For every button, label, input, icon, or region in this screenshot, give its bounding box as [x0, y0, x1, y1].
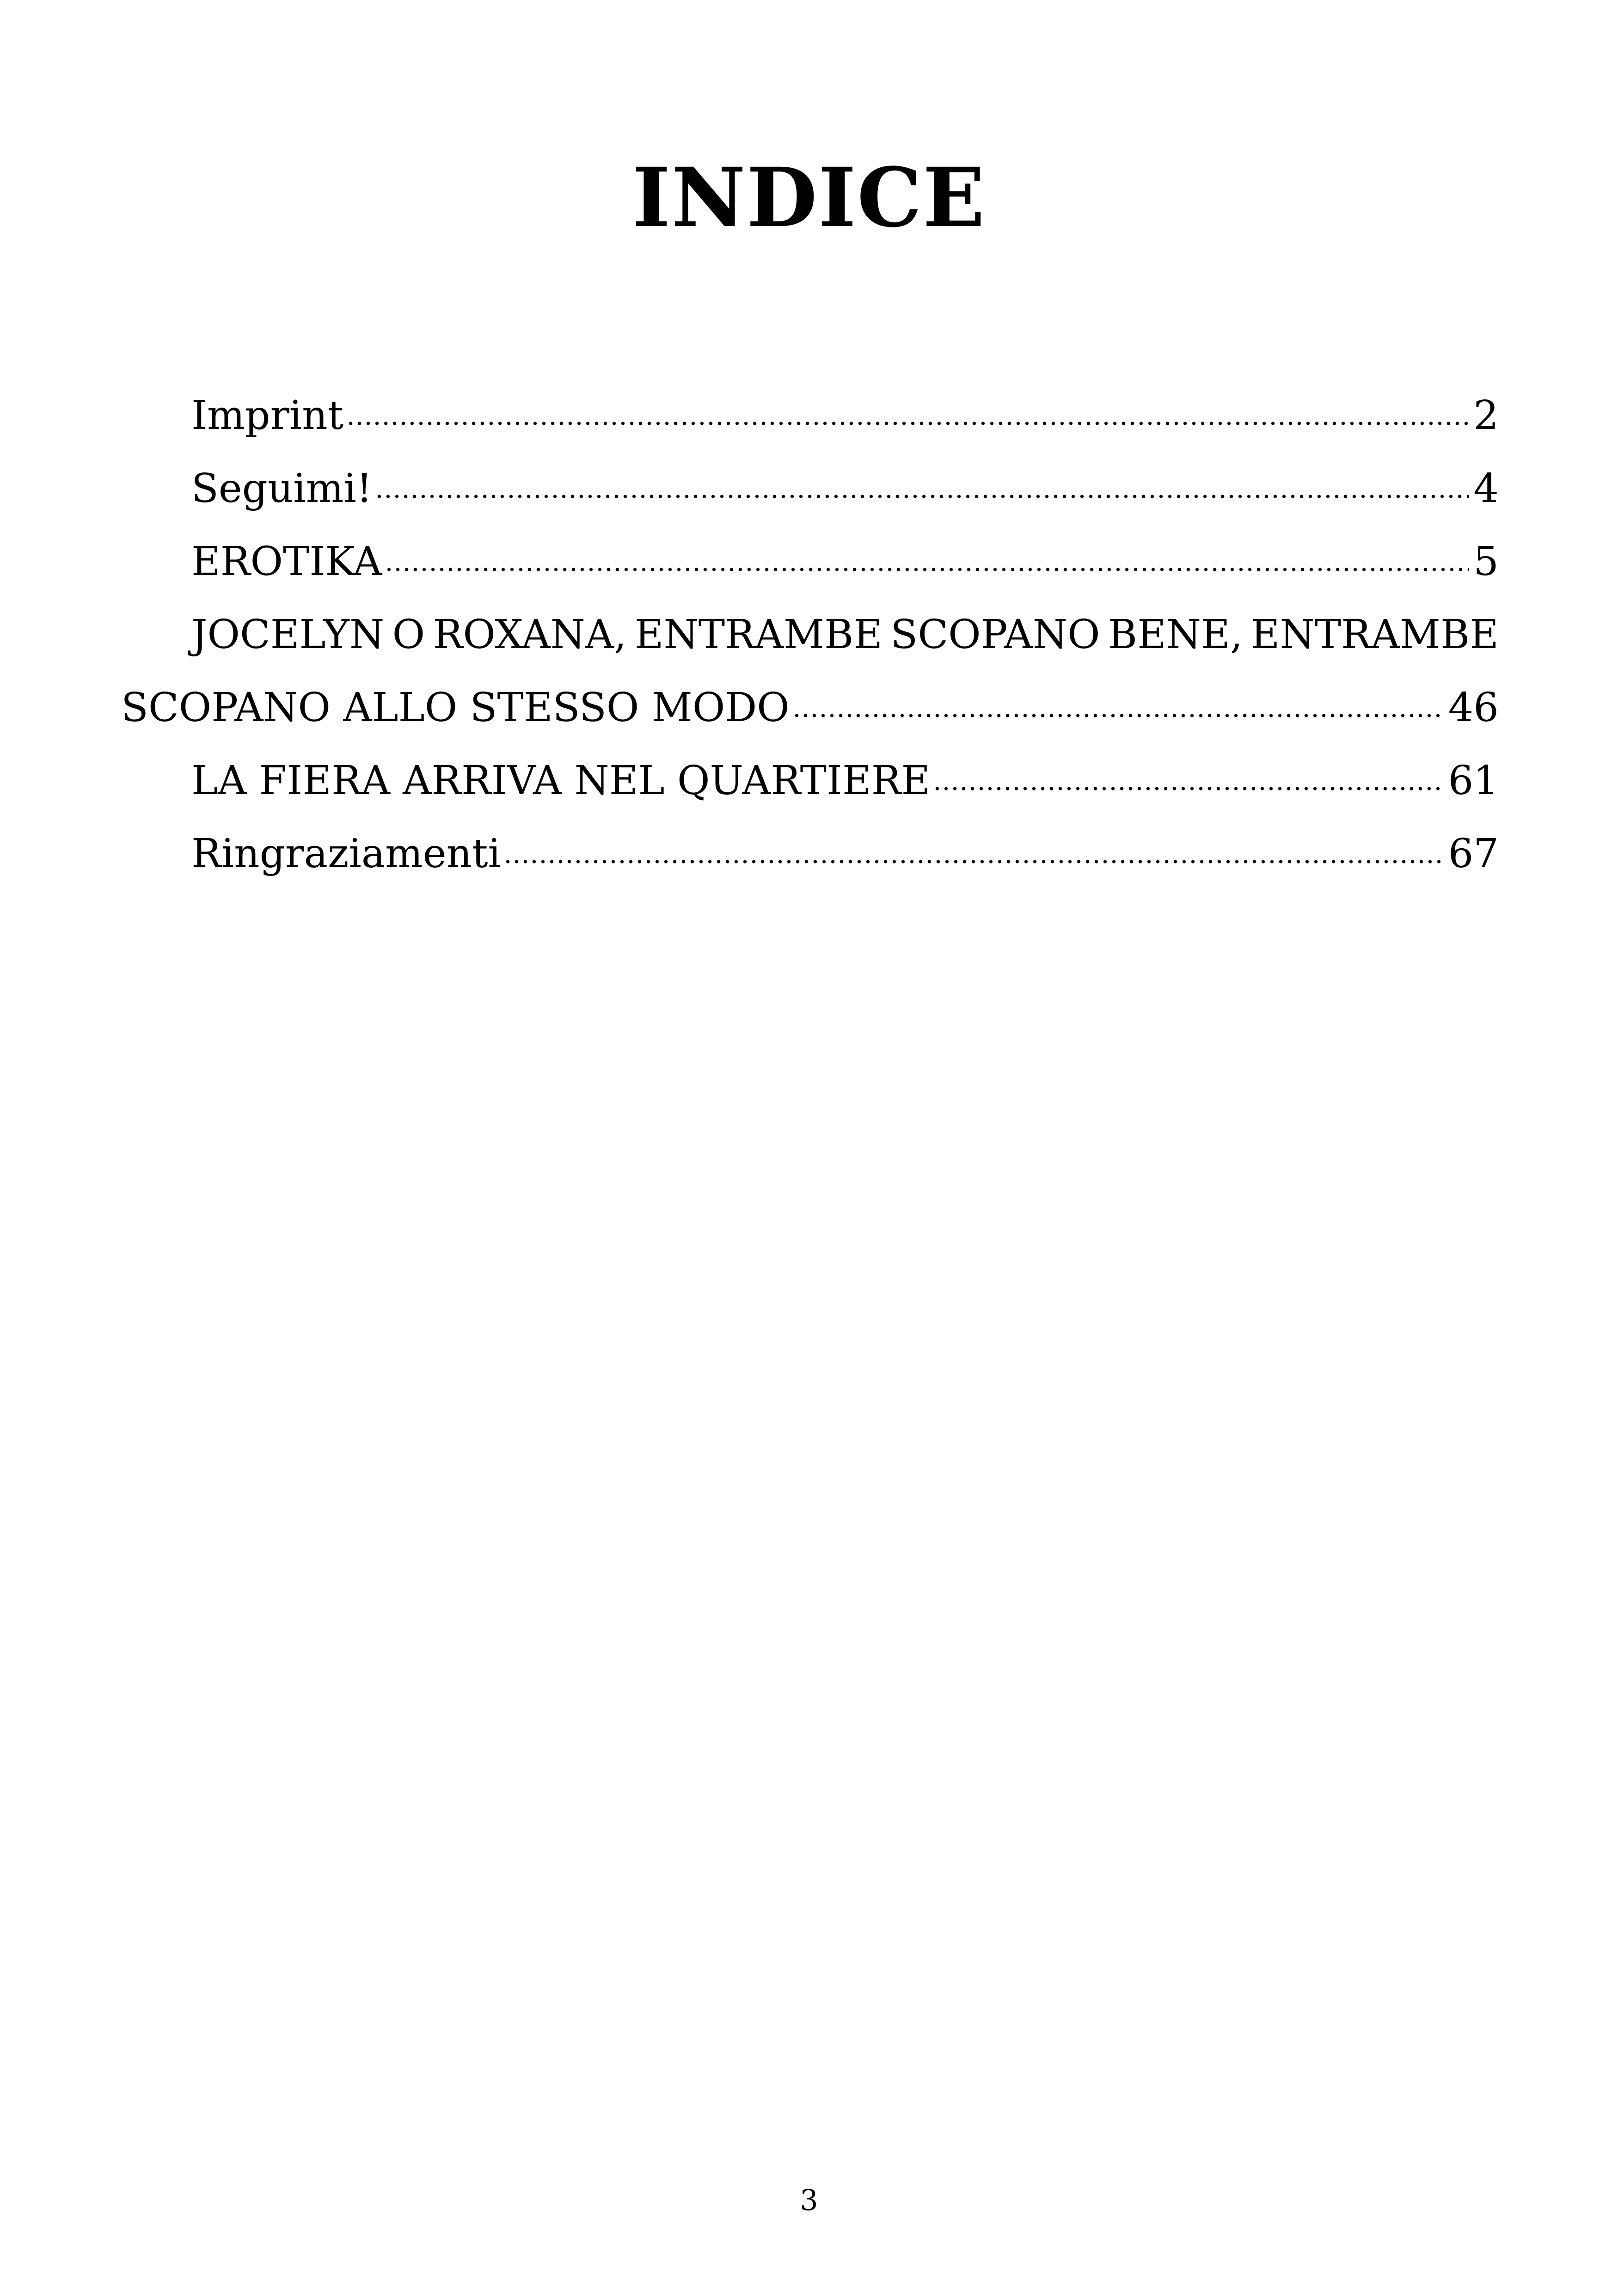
toc-entry-seguimi[interactable]: [121, 452, 1499, 525]
toc-entry-page: 4: [1473, 465, 1499, 512]
toc-entry-label: Ringraziamenti: [191, 831, 501, 877]
toc-word: ENTRAMBE: [1250, 612, 1499, 658]
toc-entry-page: 67: [1448, 831, 1499, 877]
dot-leader: [503, 856, 1444, 867]
page-title: INDICE: [632, 150, 986, 245]
toc-entry-la-fiera[interactable]: [121, 744, 1499, 817]
table-of-contents: [121, 379, 1499, 890]
toc-entry-label: EROTIKA: [191, 539, 382, 585]
dot-leader: [375, 491, 1469, 502]
toc-word: O: [392, 612, 425, 658]
toc-entry-label: Seguimi!: [191, 465, 373, 512]
toc-entry-ringraziamenti[interactable]: [121, 817, 1499, 890]
toc-word: BENE,: [1108, 612, 1243, 658]
dot-leader: [346, 418, 1469, 429]
toc-entry-jocelyn[interactable]: [121, 598, 1499, 744]
toc-word: ROXANA,: [433, 612, 627, 658]
dot-leader: [933, 783, 1443, 794]
toc-word: ENTRAMBE: [634, 612, 883, 658]
toc-entry-page: 61: [1448, 758, 1499, 804]
toc-entry-label-line1: [121, 598, 1499, 671]
toc-entry-label: LA FIERA ARRIVA NEL QUARTIERE: [191, 758, 931, 804]
toc-word: SCOPANO: [890, 612, 1100, 658]
toc-entry-erotika[interactable]: [121, 525, 1499, 598]
toc-entry-label: Imprint: [191, 392, 344, 439]
toc-entry-imprint[interactable]: [121, 379, 1499, 452]
dot-leader: [385, 564, 1469, 575]
toc-word: JOCELYN: [191, 612, 385, 658]
dot-leader: [792, 710, 1444, 721]
page-number: 3: [800, 2183, 818, 2217]
toc-entry-label-line2: SCOPANO ALLO STESSO MODO: [121, 685, 790, 731]
toc-entry-page: 46: [1448, 685, 1499, 731]
toc-entry-page: 5: [1473, 539, 1499, 585]
toc-entry-page: 2: [1473, 392, 1499, 439]
